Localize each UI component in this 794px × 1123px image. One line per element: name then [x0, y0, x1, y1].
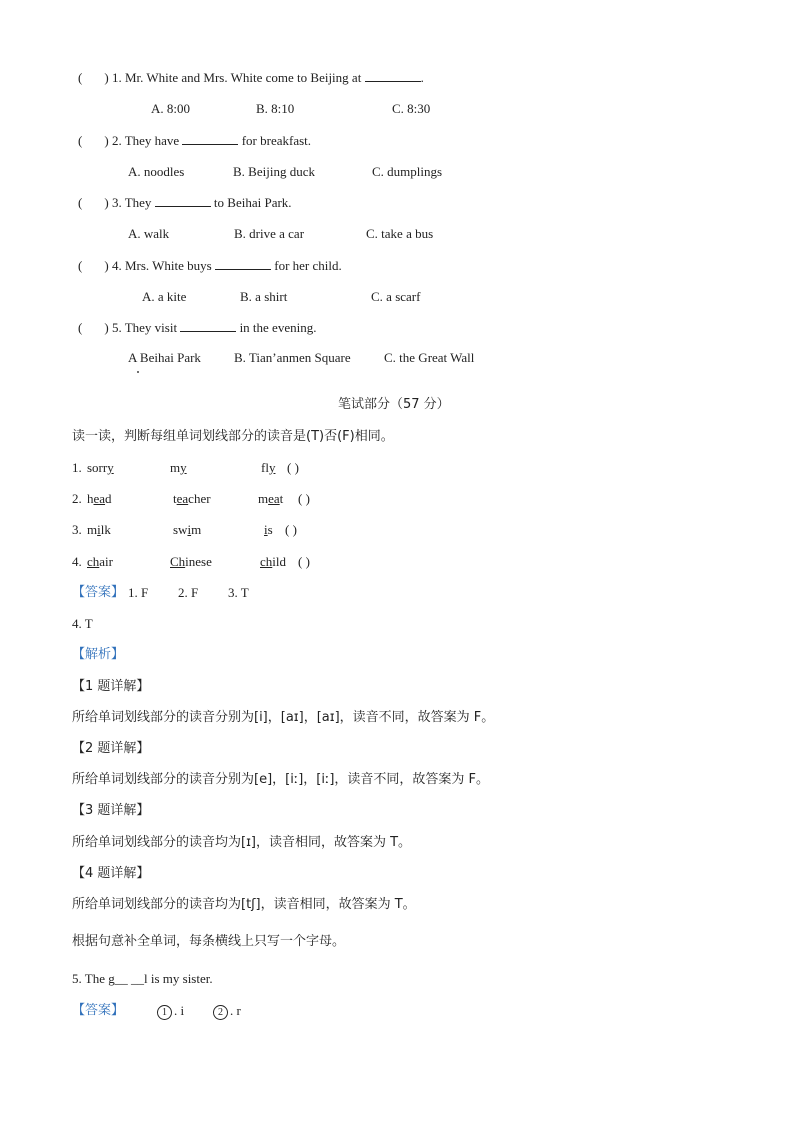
underlined-part: y [180, 460, 187, 475]
answer-item: 1 . i [157, 1003, 184, 1020]
detail-text: 所给单词划线部分的读音分别为[e]，[iː]，[iː]，读音不同，故答案为 F。 [72, 772, 490, 787]
option-a[interactable]: A. noodles [128, 164, 185, 179]
word-3: meat [258, 491, 284, 506]
word-1: head [87, 491, 112, 506]
option-b[interactable]: B. 8:10 [256, 101, 295, 116]
option-c[interactable]: C. take a bus [366, 226, 434, 241]
row-number: 3. [72, 522, 82, 537]
question-text-pre: Mr. White and Mrs. White come to Beijing at [124, 70, 362, 85]
option-c[interactable]: C. 8:30 [392, 101, 431, 116]
stray-dot [137, 371, 139, 373]
word-1: chair [87, 554, 113, 569]
option-c[interactable]: C. the Great Wall [384, 350, 475, 365]
option-a[interactable]: A. 8:00 [151, 101, 190, 116]
question-text-post: . [420, 70, 424, 85]
detail-text: 所给单词划线部分的读音均为[ɪ]，读音相同，故答案为 T。 [72, 835, 412, 850]
underlined-part: i [264, 522, 268, 537]
question-text-pre: Mrs. White buys [124, 258, 212, 273]
word-2: my [170, 460, 187, 475]
answer-item: 2 . r [213, 1003, 241, 1020]
answer-paren[interactable]: ( ) [298, 491, 310, 506]
analysis-label: 【解析】 [72, 647, 125, 662]
word-3: is [264, 522, 273, 537]
circled-number: 1 [157, 1005, 172, 1020]
question-5-fill [72, 971, 213, 987]
question-number: 1. [111, 70, 122, 85]
option-b[interactable]: B. a shirt [240, 289, 288, 304]
underlined-part: ch [260, 554, 273, 569]
word-3: fly [261, 460, 276, 475]
option-b[interactable]: B. drive a car [234, 226, 305, 241]
detail-title: 【2 题详解】 [72, 741, 150, 756]
word-2: swim [173, 522, 202, 537]
question-3 [78, 195, 292, 211]
question-text-pre: They [124, 195, 152, 210]
answer-item: 3. T [228, 585, 249, 600]
answer-paren-open: ( [78, 133, 83, 148]
underlined-part: ea [93, 491, 106, 506]
answer-paren-close: ) [104, 133, 109, 148]
answer-item: 2. F [178, 585, 199, 600]
question-number: 4. [111, 258, 122, 273]
option-a[interactable]: A. walk [128, 226, 170, 241]
option-c[interactable]: C. dumplings [372, 164, 443, 179]
answer-label: 【答案】 [72, 585, 125, 600]
detail-title: 【4 题详解】 [72, 866, 150, 881]
option-b[interactable]: B. Tian’anmen Square [234, 350, 351, 365]
question-text-post: l is my sister. [143, 971, 213, 986]
answer-paren-close: ) [104, 320, 109, 335]
underlined-part: i [187, 522, 192, 537]
answer-item: 1. F [128, 585, 149, 600]
letter-blanks[interactable]: __ __ [114, 971, 144, 986]
question-text-pre: They have [124, 133, 180, 148]
underlined-part: i [97, 522, 101, 537]
row-number: 2. [72, 491, 82, 506]
question-number: 5. [111, 320, 122, 335]
section-title: 笔试部分（57 分） [338, 397, 450, 412]
word-2: teacher [173, 491, 211, 506]
word-1: sorry [87, 460, 114, 475]
answer-paren-open: ( [78, 258, 83, 273]
detail-title: 【3 题详解】 [72, 803, 150, 818]
answer-blank[interactable] [215, 258, 271, 270]
underlined-part: Ch [170, 554, 186, 569]
answer-blank[interactable] [180, 320, 236, 332]
option-c[interactable]: C. a scarf [371, 289, 421, 304]
question-text-pre: 5. The g [72, 971, 115, 986]
underlined-part: y [268, 460, 276, 475]
answer-blank[interactable] [155, 195, 211, 207]
underlined-part: y [107, 460, 114, 475]
question-text-post: in the evening. [239, 320, 317, 335]
question-text-post: for breakfast. [241, 133, 312, 148]
question-text-post: for her child. [274, 258, 342, 273]
instruction: 读一读，判断每组单词划线部分的读音是(T)否(F)相同。 [72, 429, 394, 444]
question-text-post: to Beihai Park. [213, 195, 292, 210]
detail-title: 【1 题详解】 [72, 679, 150, 694]
answer-paren[interactable]: ( ) [298, 554, 310, 569]
answer-paren-open: ( [78, 320, 83, 335]
question-4 [78, 258, 342, 274]
instruction: 根据句意补全单词，每条横线上只写一个字母。 [72, 934, 346, 949]
row-number: 4. [72, 554, 82, 569]
row-number: 1. [72, 460, 82, 475]
word-1: milk [87, 522, 111, 537]
question-number: 2. [111, 133, 122, 148]
answer-paren-close: ) [104, 70, 109, 85]
underlined-part: ch [87, 554, 100, 569]
question-number: 3. [111, 195, 122, 210]
detail-text: 所给单词划线部分的读音均为[tʃ]，读音相同，故答案为 T。 [72, 897, 416, 912]
answer-blank[interactable] [365, 70, 421, 82]
question-1 [78, 70, 424, 86]
option-a[interactable]: A Beihai Park [128, 350, 201, 365]
answer-blank[interactable] [182, 133, 238, 145]
circled-number: 2 [213, 1005, 228, 1020]
word-2: Chinese [170, 554, 212, 569]
option-b[interactable]: B. Beijing duck [233, 164, 315, 179]
answer-paren[interactable]: ( ) [287, 460, 299, 475]
underlined-part: ea [176, 491, 189, 506]
question-2 [78, 133, 311, 149]
question-text-pre: They visit [124, 320, 178, 335]
answer-label: 【答案】 [72, 1003, 125, 1018]
answer-paren-open: ( [78, 70, 83, 85]
answer-paren-open: ( [78, 195, 83, 210]
answer-paren-close: ) [104, 258, 109, 273]
answer-paren-close: ) [104, 195, 109, 210]
underlined-part: ea [268, 491, 280, 506]
question-5 [78, 320, 316, 336]
detail-text: 所给单词划线部分的读音分别为[i]，[aɪ]，[aɪ]，读音不同，故答案为 F。 [72, 710, 495, 725]
answer-item: 4. T [72, 616, 93, 631]
answer-paren[interactable]: ( ) [285, 522, 297, 537]
option-a[interactable]: A. a kite [142, 289, 187, 304]
word-3: child [260, 554, 287, 569]
